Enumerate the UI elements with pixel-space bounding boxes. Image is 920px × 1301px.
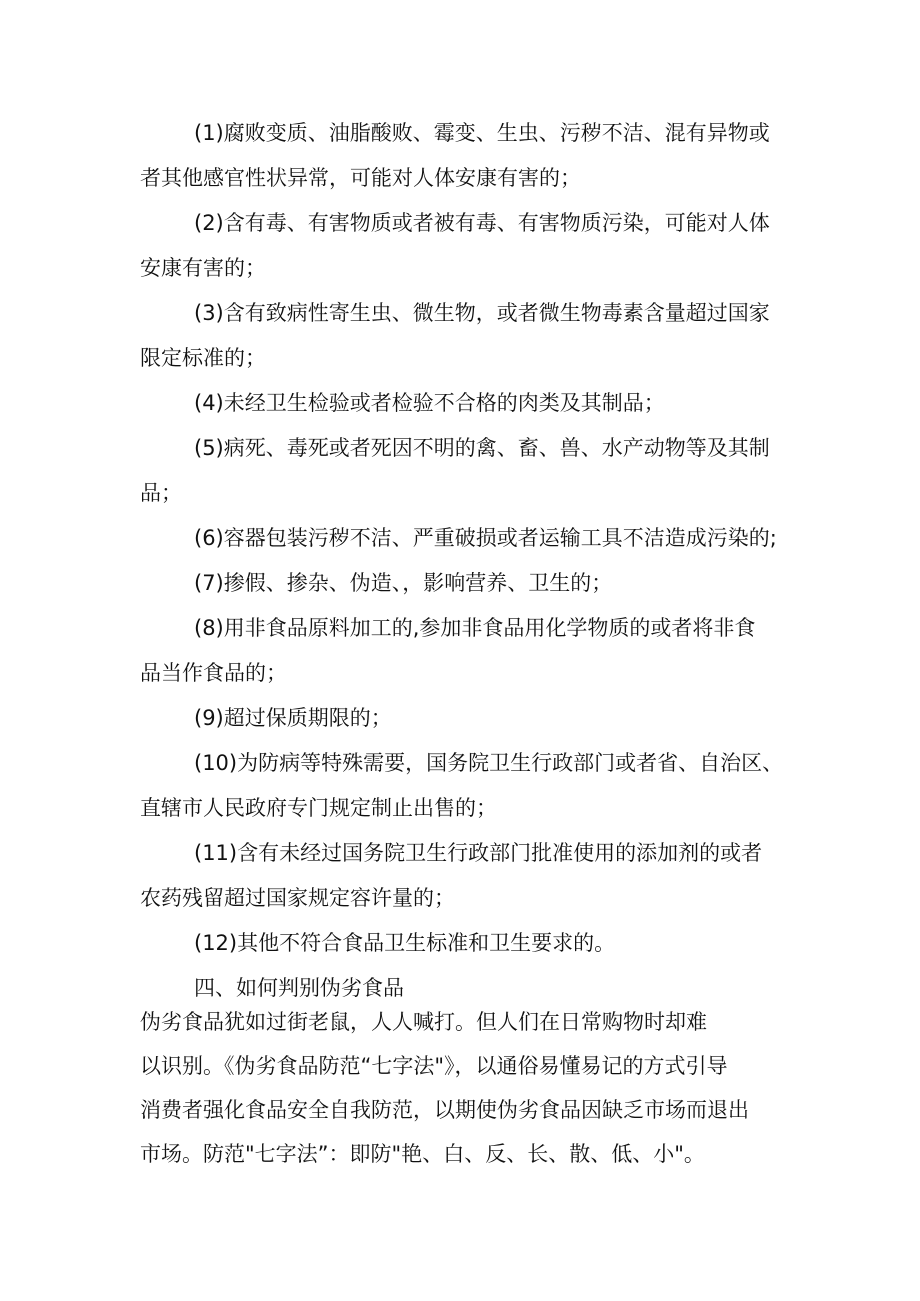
regulation-list [140,111,800,1011]
item-6-line-1: (6)容器包装污秽不洁、严重破损或者运输工具不洁造成污染的; [194,526,777,550]
item-10-line-2: 直辖市人民政府专门规定制止出售的； [140,796,497,820]
item-1-line-2: 者其他感官性状异常，可能对人体安康有害的； [140,166,581,190]
item-12-line-1: (12)其他不符合食品卫生标准和卫生要求的。 [194,931,616,955]
paragraph-line-2: 以识别。《伪劣食品防范“七字法"》，以通俗易懂易记的方式引导 [140,1054,728,1078]
section-heading: 四、如何判别伪劣食品 [194,976,404,1000]
item-8-line-2: 品当作食品的； [140,661,287,685]
item-5-line-2: 品； [140,481,182,505]
item-10-line-1: (10)为防病等特殊需要，国务院卫生行政部门或者省、自治区、 [194,751,784,775]
item-2-line-1: (2)含有毒、有害物质或者被有毒、有害物质污染，可能对人体 [194,211,770,235]
paragraph-line-4: 市场。防范"七字法”：即防"艳、白、反、长、散、低、小"。 [140,1142,705,1166]
item-9-line-1: (9)超过保质期限的； [194,706,392,730]
item-5-line-1: (5)病死、毒死或者死因不明的禽、畜、兽、水产动物等及其制 [194,436,770,460]
item-1-line-1: (1)腐败变质、油脂酸败、霉变、生虫、污秽不洁、混有异物或 [194,121,770,145]
item-11-line-1: (11)含有未经过国务院卫生行政部门批准使用的添加剂的或者 [194,841,763,865]
paragraph-line-3: 消费者强化食品安全自我防范，以期使伪劣食品因缺乏市场而退出 [140,1098,749,1122]
item-4-line-1: (4)未经卫生检验或者检验不合格的肉类及其制品； [194,391,665,415]
item-3-line-1: (3)含有致病性寄生虫、微生物，或者微生物毒素含量超过国家 [194,301,770,325]
paragraph-line-1: 伪劣食品犹如过街老鼠，人人喊打。但人们在日常购物时却难 [140,1010,707,1034]
item-3-line-2: 限定标准的； [140,346,266,370]
item-11-line-2: 农药残留超过国家规定容许量的； [140,886,455,910]
item-8-line-1: (8)用非食品原料加工的,参加非食品用化学物质的或者将非食 [194,616,756,640]
item-7-line-1: (7)掺假、掺杂、伪造、，影响营养、卫生的； [194,571,613,595]
item-2-line-2: 安康有害的； [140,256,266,280]
intro-paragraph [140,1000,800,1176]
